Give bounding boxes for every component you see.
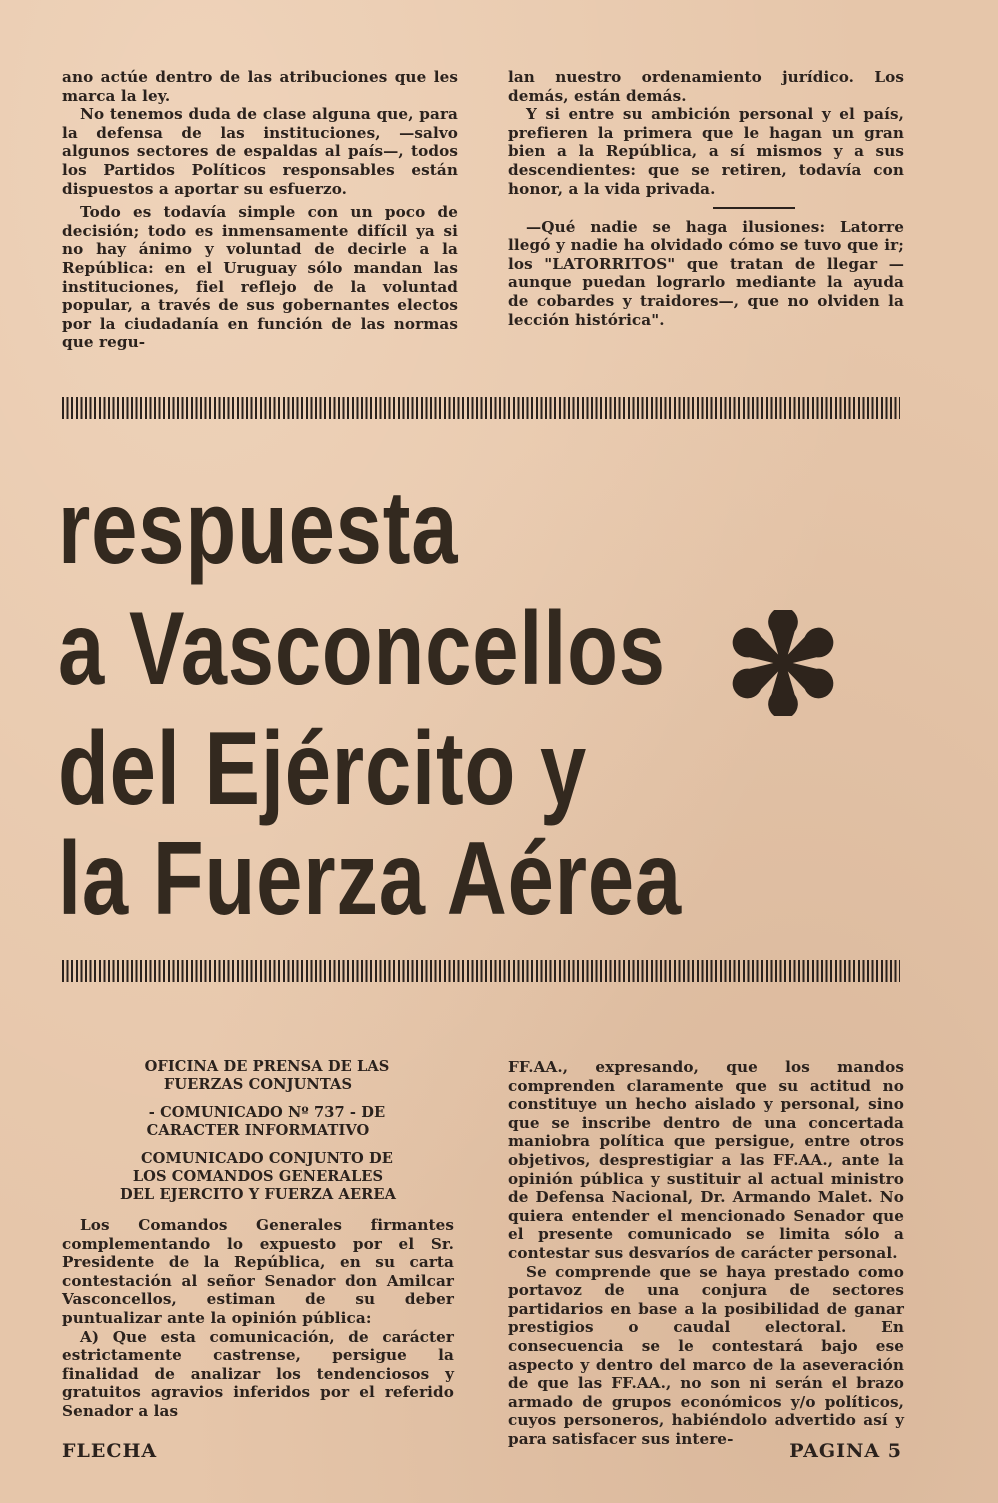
headline-line-1: respuesta xyxy=(58,470,459,586)
section-heading: OFICINA DE PRENSA DE LAS FUERZAS CONJUNTAS xyxy=(144,1058,390,1093)
bottom-right-column xyxy=(508,1058,904,1448)
paragraph: FF.AA., expresando, que los mandos comprenden claramente que su actitud no constituye un hecho aislado y personal, sino que se inscribe dentro de una concertada maniobra política que persigue, entre otros objetivos, desprestigiar a las FF.AA., ante la opinión pública y sustituir al actual ministro de Defensa Nacional, Dr. Armando Malet. No quiera entender el mencionado Senador que el presente comunicado se limita sólo a contestar sus desvaríos de carácter personal. xyxy=(508,1058,904,1262)
paragraph: Todo es todavía simple con un poco de decisión; todo es inmensamente difícil ya si no hay ánimo y voluntad de decirle a la República: en el Uruguay sólo mandan las instituciones, fiel reflejo de la voluntad popular, a través de sus gobernantes electos por la ciudadanía en función de las normas que regu- xyxy=(62,203,458,352)
paragraph: Los Comandos Generales firmantes complementando lo expuesto por el Sr. Presidente de la República, en su carta contestación al señor Senador don Amilcar Vasconcellos, estiman de su deber puntualizar ante la opinión pública: xyxy=(62,1216,454,1327)
paragraph: ano actúe dentro de las atribuciones que les marca la ley. xyxy=(62,68,458,105)
top-right-column xyxy=(508,68,904,329)
headline-line-4: la Fuerza Aérea xyxy=(58,821,682,937)
flower-ornament-icon xyxy=(730,610,836,716)
headline-line-2: a Vasconcellos xyxy=(58,591,666,707)
paragraph: No tenemos duda de clase alguna que, para la defensa de las instituciones, —salvo algunos sectores de espaldas al país—, todos los Partidos Políticos responsables están dispuestos a aportar su esfuerzo. xyxy=(62,105,458,198)
paragraph: Y si entre su ambición personal y el país, prefieren la primera que le hagan un gran bien a la República, a sí mismos y a sus descendientes: que se retiren, todavía con honor, a la vida privada. xyxy=(508,105,904,198)
section-heading: COMUNICADO CONJUNTO DE LOS COMANDOS GENERALES DEL EJERCITO Y FUERZA AEREA xyxy=(119,1150,397,1203)
top-left-column xyxy=(62,68,458,352)
paragraph: —Qué nadie se haga ilusiones: Latorre llegó y nadie ha olvidado cómo se tuvo que ir; los "LATORRITOS" que tratan de llegar —aunque puedan lograrlo mediante la ayuda de cobardes y traidores—, que no olviden la lección histórica". xyxy=(508,217,904,329)
hatched-rule-top xyxy=(62,397,900,419)
paragraph: Se comprende que se haya prestado como portavoz de una conjura de sectores partidarios en base a la posibilidad de ganar prestigios o caudal electoral. En consecuencia se le contestará bajo ese aspecto y dentro del marco de la aseveración de que las FF.AA., no son ni serán el brazo armado de grupos económicos y/o políticos, cuyos personeros, habiéndolo advertido así y para satisfacer sus intere- xyxy=(508,1262,904,1448)
hatched-rule-bottom xyxy=(62,960,900,982)
paragraph: A) Que esta comunicación, de carácter estrictamente castrense, persigue la finalidad de analizar los tendenciosos y gratuitos agravios inferidos por el referido Senador a las xyxy=(62,1327,454,1420)
short-divider xyxy=(713,207,795,209)
bottom-left-column xyxy=(62,1058,454,1421)
headline-line-3: del Ejército y xyxy=(58,711,588,827)
section-heading: - COMUNICADO Nº 737 - DE CARACTER INFORMATIVO xyxy=(146,1104,386,1139)
publication-name: FLECHA xyxy=(62,1440,158,1462)
paragraph: lan nuestro ordenamiento jurídico. Los demás, están demás. xyxy=(508,68,904,105)
page-number: PAGINA 5 xyxy=(789,1440,902,1462)
